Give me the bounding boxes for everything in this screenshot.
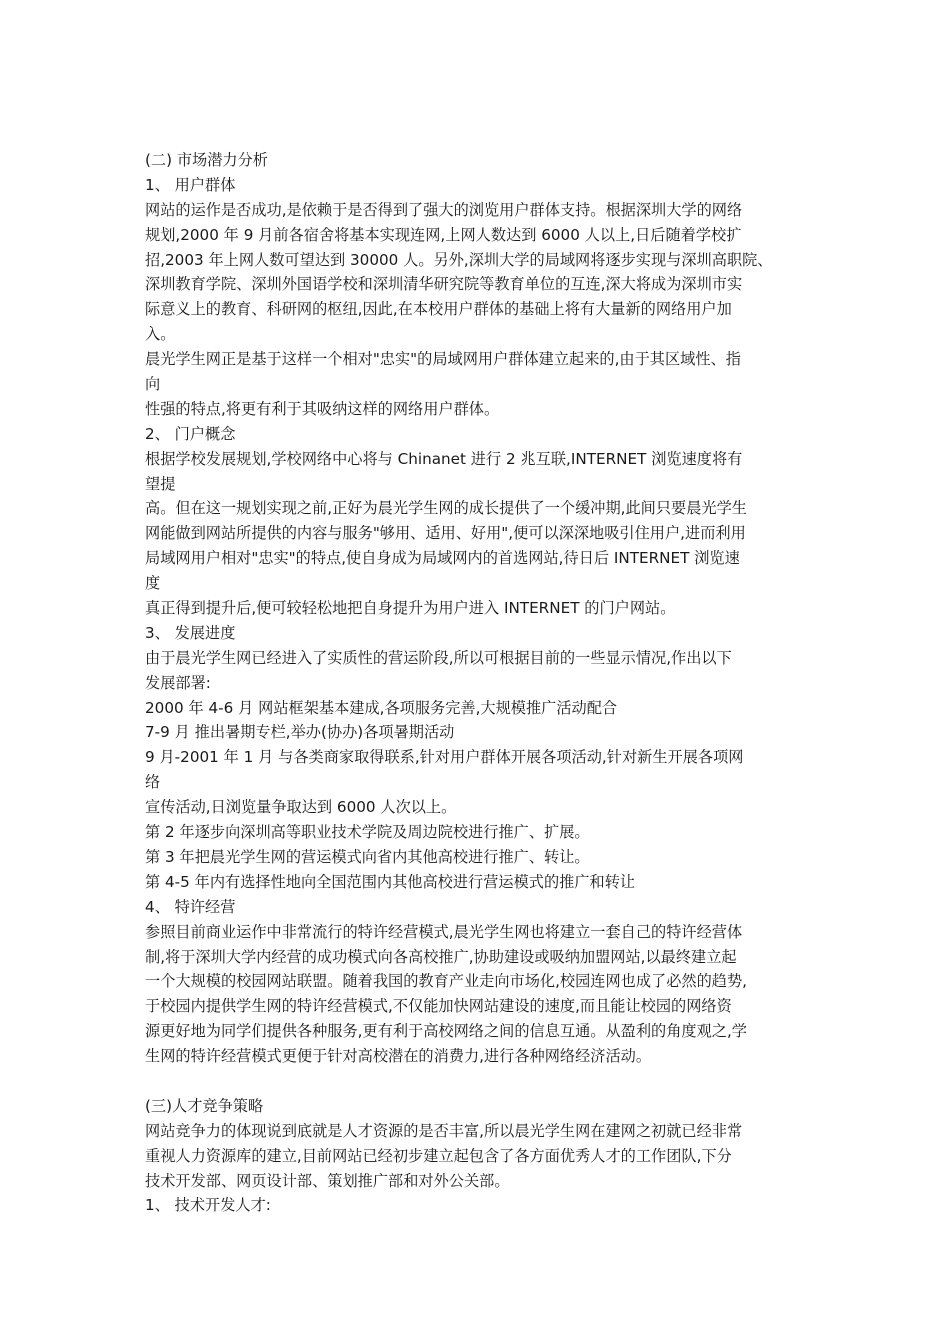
text-line: 高。但在这一规划实现之前,正好为晨光学生网的成长提供了一个缓冲期,此间只要晨光学生 bbox=[145, 499, 747, 518]
text-line: 第 4-5 年内有选择性地向全国范围内其他高校进行营运模式的推广和转让 bbox=[145, 872, 636, 891]
text-line: 晨光学生网正是基于这样一个相对"忠实"的局域网用户群体建立起来的,由于其区域性、指 bbox=[145, 350, 741, 369]
text-line: 规划,2000 年 9 月前各宿舍将基本实现连网,上网人数达到 6000 人以上,日后随着学校扩 bbox=[145, 225, 742, 244]
text-line: 重视人力资源库的建立,目前网站已经初步建立起包含了各方面优秀人才的工作团队,下分 bbox=[145, 1146, 732, 1165]
text-line: 向 bbox=[145, 375, 161, 394]
text-line: 技术开发部、网页设计部、策划推广部和对外公关部。 bbox=[145, 1171, 510, 1190]
text-line: (二) 市场潜力分析 bbox=[145, 151, 268, 169]
text-line: 根据学校发展规划,学校网络中心将与 Chinanet 进行 2 兆互联,INTERNET 浏览速度将有 bbox=[145, 449, 743, 468]
text-line: 第 3 年把晨光学生网的营运模式向省内其他高校进行推广、转让。 bbox=[145, 847, 590, 866]
text-line: 网能做到网站所提供的内容与服务"够用、适用、好用",便可以深深地吸引住用户,进而利用 bbox=[145, 524, 746, 543]
text-line: 制,将于深圳大学内经营的成功模式向各高校推广,协助建设或吸纳加盟网站,以最终建立起 bbox=[145, 947, 737, 966]
text-line: 宣传活动,日浏览量争取达到 6000 人次以上。 bbox=[145, 798, 457, 817]
blank-line bbox=[145, 1069, 825, 1094]
text-line: 9 月-2001 年 1 月 与各类商家取得联系,针对用户群体开展各项活动,针对新生开展各项网 bbox=[145, 748, 744, 767]
text-line: 度 bbox=[145, 574, 161, 593]
text-line: 2000 年 4-6 月 网站框架基本建成,各项服务完善,大规模推广活动配合 bbox=[145, 698, 618, 717]
text-line: 招,2003 年上网人数可望达到 30000 人。另外,深圳大学的局域网将逐步实现与深圳高职院、 bbox=[145, 250, 773, 269]
text-line: 网站竞争力的体现说到底就是人才资源的是否丰富,所以晨光学生网在建网之初就已经非常 bbox=[145, 1121, 743, 1140]
text-line: 一个大规模的校园网站联盟。随着我国的教育产业走向市场化,校园连网也成了必然的趋势, bbox=[145, 972, 747, 991]
text-line: (三)人才竞争策略 bbox=[145, 1096, 264, 1115]
text-line: 3、 发展进度 bbox=[145, 623, 236, 642]
text-line: 网站的运作是否成功,是依赖于是否得到了强大的浏览用户群体支持。根据深圳大学的网络 bbox=[145, 200, 743, 219]
text-line: 4、 特许经营 bbox=[145, 897, 236, 916]
text-line: 络 bbox=[145, 773, 161, 792]
text-line: 参照目前商业运作中非常流行的特许经营模式,晨光学生网也将建立一套自己的特许经营体 bbox=[145, 922, 743, 941]
text-line: 1、 用户群体 bbox=[145, 175, 236, 194]
text-line: 2、 门户概念 bbox=[145, 424, 236, 443]
text-line: 生网的特许经营模式更便于针对高校潜在的消费力,进行各种网络经济活动。 bbox=[145, 1047, 652, 1066]
text-line: 入。 bbox=[145, 325, 176, 344]
text-line: 7-9 月 推出暑期专栏,举办(协办)各项暑期活动 bbox=[145, 723, 455, 742]
text-line: 局域网用户相对"忠实"的特点,使自身成为局域网内的首选网站,待日后 INTERNET 浏览速 bbox=[145, 549, 740, 568]
text-line: 由于晨光学生网已经进入了实质性的营运阶段,所以可根据目前的一些显示情况,作出以下 bbox=[145, 648, 732, 667]
text-line: 于校园内提供学生网的特许经营模式,不仅能加快网站建设的速度,而且能让校园的网络资 bbox=[145, 997, 732, 1016]
document-body bbox=[145, 148, 825, 1218]
text-line: 源更好地为同学们提供各种服务,更有利于高校网络之间的信息互通。从盈利的角度观之,学 bbox=[145, 1022, 747, 1041]
text-line: 深圳教育学院、深圳外国语学校和深圳清华研究院等教育单位的互连,深大将成为深圳市实 bbox=[145, 275, 743, 294]
text-line: 发展部署: bbox=[145, 673, 211, 692]
text-line: 际意义上的教育、科研网的枢纽,因此,在本校用户群体的基础上将有大量新的网络用户加 bbox=[145, 300, 732, 319]
text-line: 真正得到提升后,便可较轻松地把自身提升为用户进入 INTERNET 的门户网站。 bbox=[145, 599, 676, 618]
text-line: 第 2 年逐步向深圳高等职业技术学院及周边院校进行推广、扩展。 bbox=[145, 823, 590, 842]
text-line: 望提 bbox=[145, 474, 176, 493]
text-line: 性强的特点,将更有利于其吸纳这样的网络用户群体。 bbox=[145, 399, 500, 418]
text-line: 1、 技术开发人才: bbox=[145, 1196, 271, 1215]
